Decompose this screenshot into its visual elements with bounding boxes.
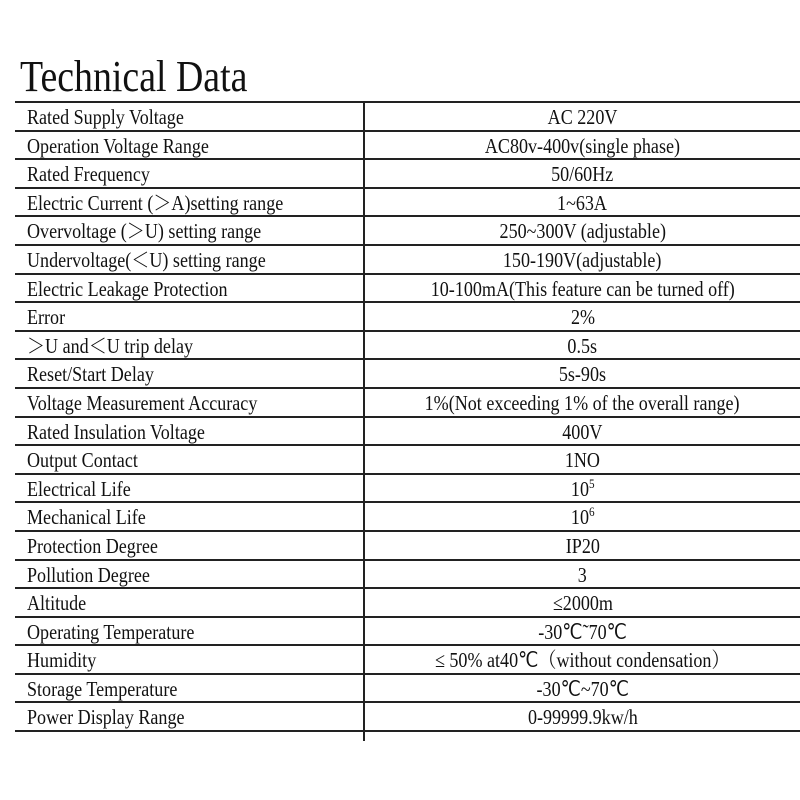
spec-value-text [536, 677, 628, 701]
spec-value-text [430, 277, 734, 301]
table-row [15, 132, 800, 161]
spec-value [365, 162, 800, 186]
spec-label: Undervoltage(＜U) setting range [27, 247, 266, 272]
spec-value-main: 0-99999.9kw/h [527, 705, 638, 730]
spec-value-text [571, 477, 595, 501]
table-row [15, 561, 800, 590]
spec-value-main: AC 220V [547, 105, 618, 129]
spec-value-main: 1NO [564, 448, 601, 473]
table-row [15, 275, 800, 304]
spec-value-main: 250~300V (adjustable) [499, 219, 666, 244]
spec-value-text [485, 134, 680, 158]
spec-value [365, 305, 800, 329]
spec-value-text [552, 591, 612, 615]
spec-value [365, 648, 800, 672]
spec-label: Voltage Measurement Accuracy [27, 390, 258, 415]
table-row [15, 217, 800, 246]
spec-label: Electrical Life [27, 476, 131, 501]
spec-value [365, 705, 800, 729]
spec-value-main: -30℃~70℃ [536, 676, 629, 701]
spec-value-text [565, 534, 599, 558]
spec-label: Output Contact [27, 448, 138, 473]
spec-value [365, 134, 800, 158]
table-row [15, 246, 800, 275]
table-row [15, 360, 800, 389]
table-row [15, 389, 800, 418]
table-row [15, 446, 800, 475]
spec-value-main: 1~63A [557, 190, 608, 215]
spec-label: Rated Supply Voltage [27, 105, 184, 129]
spec-label: Power Display Range [27, 705, 185, 730]
spec-value-main: ≤2000m [552, 591, 613, 616]
spec-label: Operation Voltage Range [27, 133, 209, 158]
spec-label: Electric Current (＞A)setting range [27, 190, 284, 215]
spec-label: Error [27, 305, 66, 330]
spec-value [365, 277, 800, 301]
spec-value-text [558, 191, 608, 215]
spec-value [365, 362, 800, 386]
spec-value-main: 1%(Not exceeding 1% of the overall range) [425, 390, 740, 415]
spec-value-main: -30℃˜70℃ [538, 619, 627, 644]
spec-value-exponent: 6 [588, 504, 595, 520]
spec-value-main: 2% [570, 305, 595, 330]
spec-label: Overvoltage (＞U) setting range [27, 219, 262, 244]
table-row [15, 303, 800, 332]
spec-label: Rated Frequency [27, 162, 150, 187]
spec-value [365, 420, 800, 444]
spec-label: Electric Leakage Protection [27, 276, 228, 301]
spec-value-main: 400V [562, 419, 603, 444]
table-row [15, 703, 800, 732]
spec-value [365, 677, 800, 701]
table-row [15, 103, 800, 132]
spec-value-main: 150-190V(adjustable) [503, 247, 662, 272]
spec-value-text [425, 391, 740, 415]
spec-value [365, 334, 800, 358]
spec-value-main: 5s-90s [558, 362, 607, 387]
spec-value-text [538, 620, 627, 644]
spec-value-text [578, 563, 587, 587]
spec-value-text [503, 248, 661, 272]
spec-value-text [551, 162, 613, 186]
spec-value [365, 448, 800, 472]
spec-value [365, 620, 800, 644]
column-divider [363, 101, 365, 741]
spec-label: Pollution Degree [27, 562, 150, 587]
spec-value [365, 191, 800, 215]
spec-value [365, 563, 800, 587]
spec-value-text [548, 105, 618, 129]
spec-value-main: 0.5s [567, 333, 598, 358]
spec-value-main: 10 [570, 505, 589, 530]
spec-value-text [562, 420, 602, 444]
table-row [15, 589, 800, 618]
technical-data-table [15, 101, 800, 732]
spec-value-text [570, 305, 594, 329]
spec-label: Humidity [27, 648, 97, 673]
spec-value-main: AC80v-400v(single phase) [484, 133, 681, 158]
table-row [15, 503, 800, 532]
table-row [15, 160, 800, 189]
table-row [15, 618, 800, 647]
spec-value-exponent: 5 [588, 475, 595, 491]
spec-value-main: 10 [570, 476, 589, 501]
spec-value [365, 534, 800, 558]
spec-value [365, 105, 800, 129]
spec-value-main: ≤ 50% at40℃（without condensation） [435, 648, 730, 673]
spec-label: Storage Temperature [27, 676, 178, 701]
table-row [15, 418, 800, 447]
page-title: Technical Data [20, 52, 248, 101]
spec-label: Reset/Start Delay [27, 362, 154, 387]
table-row [15, 646, 800, 675]
spec-value-text [565, 448, 600, 472]
spec-label: ＞U and＜U trip delay [27, 333, 194, 358]
spec-value-text [528, 705, 638, 729]
spec-value [365, 391, 800, 415]
spec-value [365, 219, 800, 243]
spec-label: Protection Degree [27, 533, 158, 558]
spec-value [365, 248, 800, 272]
table-row [15, 189, 800, 218]
table-row [15, 675, 800, 704]
table-row [15, 475, 800, 504]
spec-value-text [435, 648, 730, 672]
spec-label: Rated Insulation Voltage [27, 419, 205, 444]
spec-value [365, 591, 800, 615]
spec-value-text [568, 334, 598, 358]
spec-label: Operating Temperature [27, 619, 195, 644]
spec-value-main: 3 [577, 562, 588, 587]
spec-label: Mechanical Life [27, 505, 146, 530]
spec-value [365, 505, 800, 529]
spec-value-text [559, 362, 606, 386]
table-row [15, 332, 800, 361]
spec-value-text [571, 505, 595, 529]
spec-value-main: IP20 [565, 533, 600, 558]
spec-value-main: 50/60Hz [551, 162, 614, 187]
spec-value [365, 477, 800, 501]
spec-value-text [499, 219, 665, 243]
table-row [15, 532, 800, 561]
spec-value-main: 10-100mA(This feature can be turned off) [430, 276, 735, 301]
spec-label: Altitude [27, 591, 87, 616]
